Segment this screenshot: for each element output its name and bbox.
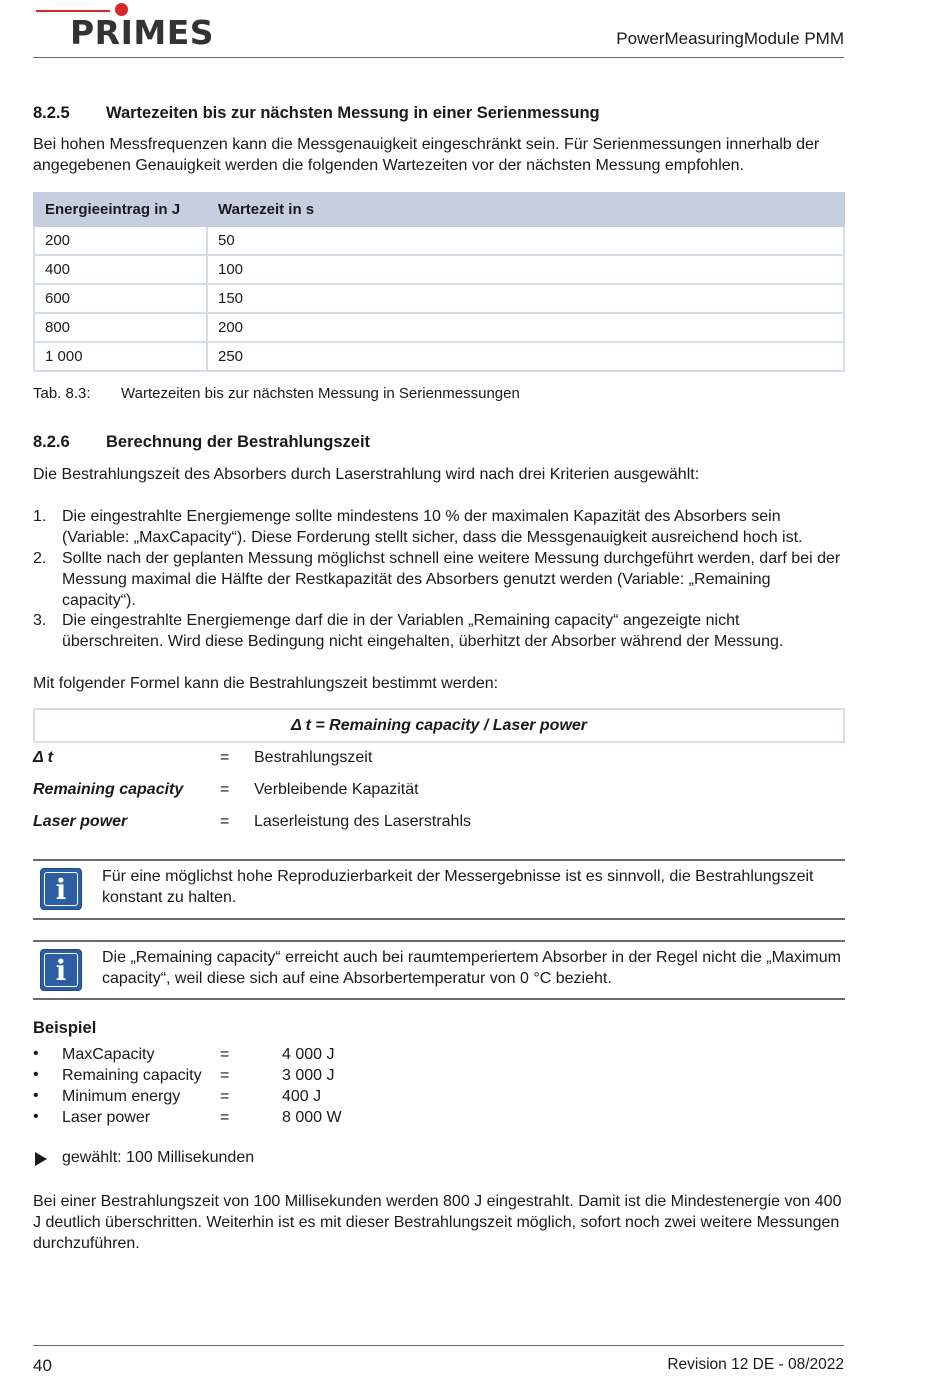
example-title: Beispiel [33, 1019, 97, 1037]
result-text: gewählt: 100 Millisekunden [62, 1149, 255, 1166]
primes-logo: PRIMES [70, 13, 215, 52]
list-item [33, 610, 845, 652]
example-key: Remaining capacity [62, 1067, 202, 1084]
logo-red-line [36, 10, 110, 12]
section-826-intro: Die Bestrahlungszeit des Absorbers durch Laserstrahlung wird nach drei Kriterien ausgewählt: [33, 466, 700, 483]
definition-value: Laserleistung des Laserstrahls [254, 813, 472, 830]
header-divider [33, 57, 844, 58]
table-cell: 400 [34, 255, 207, 284]
list-number: 1. [33, 508, 47, 525]
info-box-bottom-rule [33, 918, 845, 920]
table-row [34, 226, 844, 255]
formula-intro: Mit folgender Formel kann die Bestrahlungszeit bestimmt werden: [33, 675, 499, 692]
definition-key: Δ t [33, 749, 53, 766]
list-text: Die eingestrahlte Energiemenge sollte mindestens 10 % der maximalen Kapazität des Absorbers sein (Variable: „MaxCapacity“). Diese Forderung stellt sicher, dass die Messgenauigkeit ausreichend hoch ist. [62, 508, 803, 546]
revision-label: Revision 12 DE - 08/2022 [667, 1356, 844, 1373]
definition-value: Verbleibende Kapazität [254, 781, 419, 798]
definition-key: Remaining capacity [33, 781, 184, 798]
arrow-right-icon [35, 1152, 47, 1166]
table-cell: 250 [207, 342, 844, 371]
page-number: 40 [33, 1356, 52, 1375]
example-equals: = [220, 1067, 230, 1084]
section-title: Berechnung der Bestrahlungszeit [106, 433, 371, 451]
table-header-cell: Energieeintrag in J [34, 193, 207, 226]
example-equals: = [220, 1088, 230, 1105]
definition-key: Laser power [33, 813, 128, 830]
table-cell: 200 [207, 313, 844, 342]
table-caption-label: Tab. 8.3: [33, 385, 91, 402]
table-cell: 150 [207, 284, 844, 313]
section-number: 8.2.6 [33, 433, 70, 451]
definition-equals: = [220, 813, 230, 830]
definition-equals: = [220, 781, 230, 798]
info-text: Die „Remaining capacity“ erreicht auch bei raumtemperiertem Absorber in der Regel nicht die „Maximum capacity“, weil diese sich auf eine Absorbertemperatur von 0 °C bezieht. [102, 949, 841, 987]
section-number: 8.2.5 [33, 104, 70, 122]
table-cell: 800 [34, 313, 207, 342]
formula-box: Δ t = Remaining capacity / Laser power [33, 708, 845, 743]
table-row [34, 342, 844, 371]
example-key: Minimum energy [62, 1088, 181, 1105]
waiting-time-table [33, 192, 845, 372]
info-box-top-rule [33, 940, 845, 942]
section-title: Wartezeiten bis zur nächsten Messung in einer Serienmessung [106, 104, 600, 122]
info-icon: i [40, 868, 82, 910]
footer-divider [33, 1345, 844, 1346]
list-number: 3. [33, 612, 47, 629]
info-box-top-rule [33, 859, 845, 861]
bullet: • [33, 1045, 39, 1062]
table-cell: 200 [34, 226, 207, 255]
example-equals: = [220, 1109, 230, 1126]
bullet: • [33, 1087, 39, 1104]
table-row [34, 255, 844, 284]
list-text: Die eingestrahlte Energiemenge darf die in der Variablen „Remaining capacity“ angezeigte nicht überschreiten. Wird diese Bedingung nicht eingehalten, überhitzt der Absorber während der Messung. [62, 612, 784, 650]
table-row [34, 313, 844, 342]
document-title: PowerMeasuringModule PMM [616, 29, 844, 48]
table-row [34, 284, 844, 313]
example-value: 400 J [282, 1088, 322, 1105]
example-key: Laser power [62, 1109, 151, 1126]
example-value: 4 000 J [282, 1046, 335, 1063]
list-item [33, 506, 845, 548]
list-text: Sollte nach der geplanten Messung möglichst schnell eine weitere Messung durchgeführt werden, darf bei der Messung maximal die Hälfte der Restkapazität des Absorbers genutzt werden (Variable: „Remaining capacity“). [62, 550, 841, 609]
table-header-row [34, 193, 844, 226]
example-value: 3 000 J [282, 1067, 335, 1084]
info-box-bottom-rule [33, 998, 845, 1000]
bullet: • [33, 1108, 39, 1125]
example-conclusion: Bei einer Bestrahlungszeit von 100 Millisekunden werden 800 J eingestrahlt. Damit ist die Mindestenergie von 400 J deutlich überschritten. Weiterhin ist es mit dieser Bestrahlungszeit möglich, sofort noch zwei weitere Messungen durchzuführen. [33, 1193, 842, 1252]
list-item [33, 548, 845, 611]
info-text: Für eine möglichst hohe Reproduzierbarkeit der Messergebnisse ist es sinnvoll, die Bestrahlungszeit konstant zu halten. [102, 868, 814, 906]
table-cell: 50 [207, 226, 844, 255]
table-header-cell: Wartezeit in s [207, 193, 844, 226]
table-cell: 1 000 [34, 342, 207, 371]
table-caption-text: Wartezeiten bis zur nächsten Messung in Serienmessungen [121, 385, 520, 402]
table-cell: 100 [207, 255, 844, 284]
list-number: 2. [33, 550, 47, 567]
example-key: MaxCapacity [62, 1046, 155, 1063]
bullet: • [33, 1066, 39, 1083]
info-icon: i [40, 949, 82, 991]
definition-equals: = [220, 749, 230, 766]
section-825-intro: Bei hohen Messfrequenzen kann die Messgenauigkeit eingeschränkt sein. Für Serienmessungen innerhalb der angegebenen Genauigkeit werden die folgenden Wartezeiten vor der nächsten Messung empfohlen. [33, 136, 820, 174]
example-value: 8 000 W [282, 1109, 342, 1126]
example-equals: = [220, 1046, 230, 1063]
definition-value: Bestrahlungszeit [254, 749, 373, 766]
table-cell: 600 [34, 284, 207, 313]
